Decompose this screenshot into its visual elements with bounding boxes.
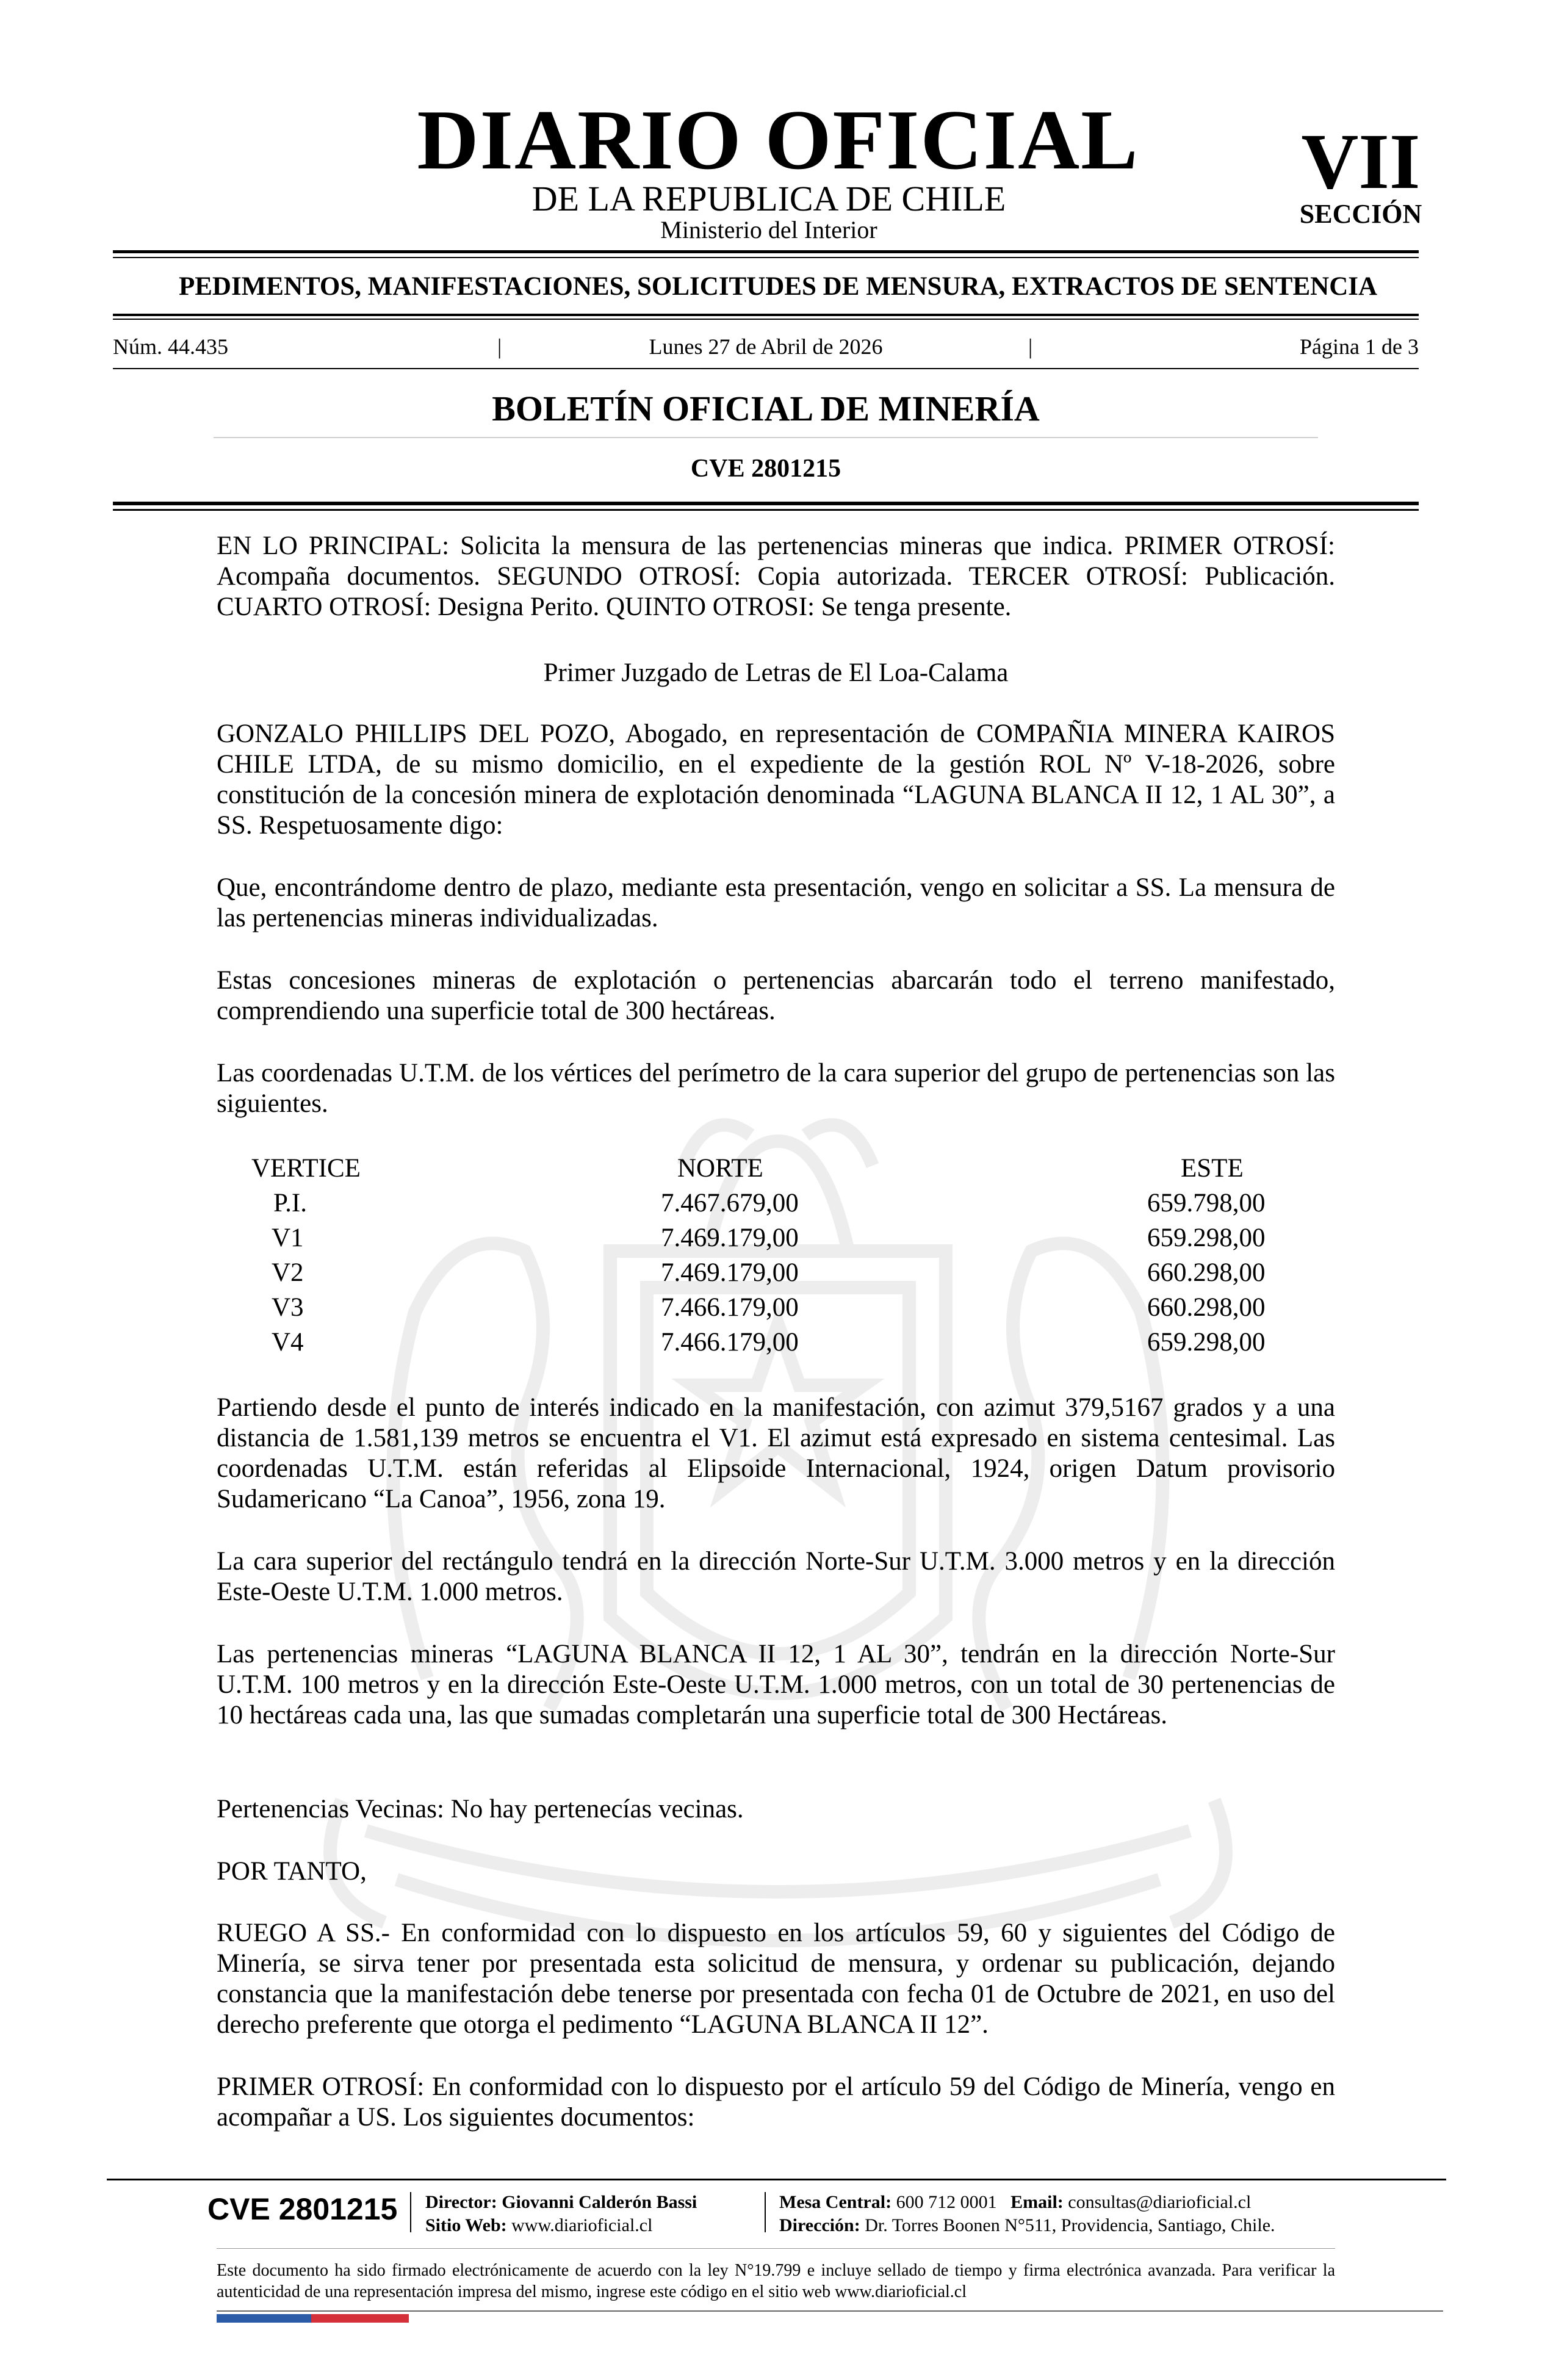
masthead-title: DIARIO OFICIAL	[417, 93, 1139, 187]
section-number: VII	[1301, 118, 1421, 206]
bulletin-title: BOLETÍN OFICIAL DE MINERÍA	[492, 389, 1040, 428]
address-text: Dr. Torres Boonen N°511, Providencia, Santiago, Chile.	[865, 2215, 1275, 2235]
content-rule-top	[113, 502, 1419, 505]
website-label: Sitio Web:	[425, 2215, 507, 2235]
phone-label: Mesa Central:	[779, 2192, 892, 2212]
table-cell-este: 659.298,00	[1147, 1328, 1266, 1357]
paragraph-por-tanto: POR TANTO,	[217, 1857, 367, 1886]
footer-address	[779, 2214, 1275, 2237]
table-header-este: ESTE	[1181, 1154, 1244, 1183]
table-cell-vertex: V1	[272, 1224, 304, 1252]
header-rule-top	[113, 250, 1419, 253]
paragraph-coordenadas: Las coordenadas U.T.M. de los vértices del perímetro de la cara superior del grupo de pertenencias son las siguientes.	[217, 1059, 1335, 1118]
section-label: SECCIÓN	[1299, 199, 1422, 229]
flag-stripe-blue	[217, 2314, 311, 2323]
flag-stripe-red	[311, 2314, 409, 2323]
table-cell-norte: 7.469.179,00	[661, 1258, 799, 1287]
header-rule-top-thin	[113, 257, 1419, 258]
table-cell-este: 659.298,00	[1147, 1224, 1266, 1252]
email-label: Email:	[1010, 2192, 1064, 2212]
table-cell-este: 660.298,00	[1147, 1293, 1266, 1322]
phone-number: 600 712 0001	[896, 2192, 997, 2212]
table-cell-vertex: V2	[272, 1258, 304, 1287]
issue-rule	[113, 368, 1419, 369]
table-cell-este: 659.798,00	[1147, 1189, 1266, 1217]
issue-separator: |	[497, 334, 502, 359]
masthead-ministry: Ministerio del Interior	[660, 216, 877, 243]
footer-cve-code: CVE 2801215	[207, 2192, 398, 2226]
masthead-subtitle: DE LA REPUBLICA DE CHILE	[531, 179, 1006, 218]
footer-signature-note: Este documento ha sido firmado electrónicamente de acuerdo con la ley N°19.799 e incluye sellado de tiempo y firma electrónica avanzada. Para verificar la autenticidad de una representación impresa del mismo, ingrese este código en el sitio web www.diarioficial.cl	[217, 2261, 1335, 2301]
issue-number: Núm. 44.435	[113, 334, 228, 359]
paragraph-ruego: RUEGO A SS.- En conformidad con lo dispuesto en los artículos 59, 60 y siguientes del Código de Minería, se sirva tener por presentada esta solicitud de mensura, y ordenar su publicación, dejando constancia que la manifestación debe tenerse por presentada con fecha 01 de Octubre de 2021, en uso del derecho preferente que otorga el pedimento “LAGUNA BLANCA II 12”.	[217, 1919, 1335, 2039]
table-cell-norte: 7.467.679,00	[661, 1189, 799, 1217]
court-name: Primer Juzgado de Letras de El Loa-Calama	[543, 658, 1009, 687]
footer-director	[425, 2191, 697, 2214]
website-link[interactable]: www.diarioficial.cl	[511, 2215, 653, 2235]
footer-divider	[410, 2192, 411, 2232]
director-name: Giovanni Calderón Bassi	[502, 2192, 697, 2212]
paragraph-primer-otrosi: PRIMER OTROSÍ: En conformidad con lo dispuesto por el artículo 59 del Código de Minería, vengo en acompañar a US. Los siguientes documentos:	[217, 2072, 1335, 2132]
paragraph-superficie: Estas concesiones mineras de explotación o pertenencias abarcarán todo el terreno manifestado, comprendiendo una superficie total de 300 hectáreas.	[217, 966, 1335, 1025]
footer-rule-bottom	[217, 2310, 1443, 2312]
paragraph-vecinas: Pertenencias Vecinas: No hay pertenecías vecinas.	[217, 1795, 744, 1823]
issue-separator: |	[1028, 334, 1033, 359]
content-rule-top-thin	[113, 509, 1419, 511]
footer-contact	[779, 2191, 1251, 2214]
table-cell-vertex: V4	[272, 1328, 304, 1357]
footer-rule-thin	[217, 2248, 1335, 2249]
summary-paragraph: EN LO PRINCIPAL: Solicita la mensura de las pertenencias mineras que indica. PRIMER OTROSÍ: Acompaña documentos. SEGUNDO OTROSÍ: Copia autorizada. TERCER OTROSÍ: Publicación. CUARTO OTROSÍ: Designa Perito. QUINTO OTROSI: Se tenga presente.	[217, 532, 1335, 621]
paragraph-azimut: Partiendo desde el punto de interés indicado en la manifestación, con azimut 379,5167 grados y a una distancia de 1.581,139 metros se encuentra el V1. El azimut está expresado en sistema centesimal. Las coordenadas U.T.M. están referidas al Elipsoide Internacional, 1924, origen Datum provisorio Sudamericano “La Canoa”, 1956, zona 19.	[217, 1393, 1335, 1513]
footer-rule	[107, 2179, 1446, 2180]
table-header-norte: NORTE	[677, 1154, 763, 1183]
category-rule	[113, 314, 1419, 316]
table-cell-norte: 7.466.179,00	[661, 1293, 799, 1322]
address-label: Dirección:	[779, 2215, 860, 2235]
footer-divider	[765, 2192, 766, 2232]
intro-paragraph: GONZALO PHILLIPS DEL POZO, Abogado, en representación de COMPAÑIA MINERA KAIROS CHILE LTDA, de su mismo domicilio, en el expediente de la gestión ROL Nº V-18-2026, sobre constitución de la concesión minera de explotación denominada “LAGUNA BLANCA II 12, 1 AL 30”, a SS. Respetuosamente digo:	[217, 719, 1335, 840]
table-cell-vertex: V3	[272, 1293, 304, 1322]
cve-code: CVE 2801215	[690, 455, 841, 483]
table-cell-este: 660.298,00	[1147, 1258, 1266, 1287]
paragraph-pertenencias: Las pertenencias mineras “LAGUNA BLANCA II 12, 1 AL 30”, tendrán en la dirección Norte-Sur U.T.M. 100 metros y en la dirección Este-Oeste U.T.M. 1.000 metros, con un total de 30 pertenencias de 10 hectáreas cada una, las que sumadas completarán una superficie total de 300 Hectáreas.	[217, 1640, 1335, 1729]
table-cell-vertex: P.I.	[273, 1189, 307, 1217]
issue-date: Lunes 27 de Abril de 2026	[649, 334, 883, 359]
category-rule-thin	[113, 319, 1419, 320]
bulletin-rule	[214, 437, 1318, 438]
issue-page: Página 1 de 3	[1300, 334, 1419, 359]
table-cell-norte: 7.469.179,00	[661, 1224, 799, 1252]
table-header-vertice: VERTICE	[251, 1154, 361, 1183]
issue-info-row	[113, 330, 1419, 364]
section-category: PEDIMENTOS, MANIFESTACIONES, SOLICITUDES DE MENSURA, EXTRACTOS DE SENTENCIA	[178, 272, 1378, 301]
table-cell-norte: 7.466.179,00	[661, 1328, 799, 1357]
footer-website	[425, 2214, 652, 2237]
director-label: Director:	[425, 2192, 497, 2212]
paragraph-rectangulo: La cara superior del rectángulo tendrá en la dirección Norte-Sur U.T.M. 3.000 metros y en la dirección Este-Oeste U.T.M. 1.000 metros.	[217, 1547, 1335, 1606]
paragraph-plazo: Que, encontrándome dentro de plazo, mediante esta presentación, vengo en solicitar a SS. La mensura de las pertenencias mineras individualizadas.	[217, 873, 1335, 932]
email-link[interactable]: consultas@diarioficial.cl	[1068, 2192, 1252, 2212]
